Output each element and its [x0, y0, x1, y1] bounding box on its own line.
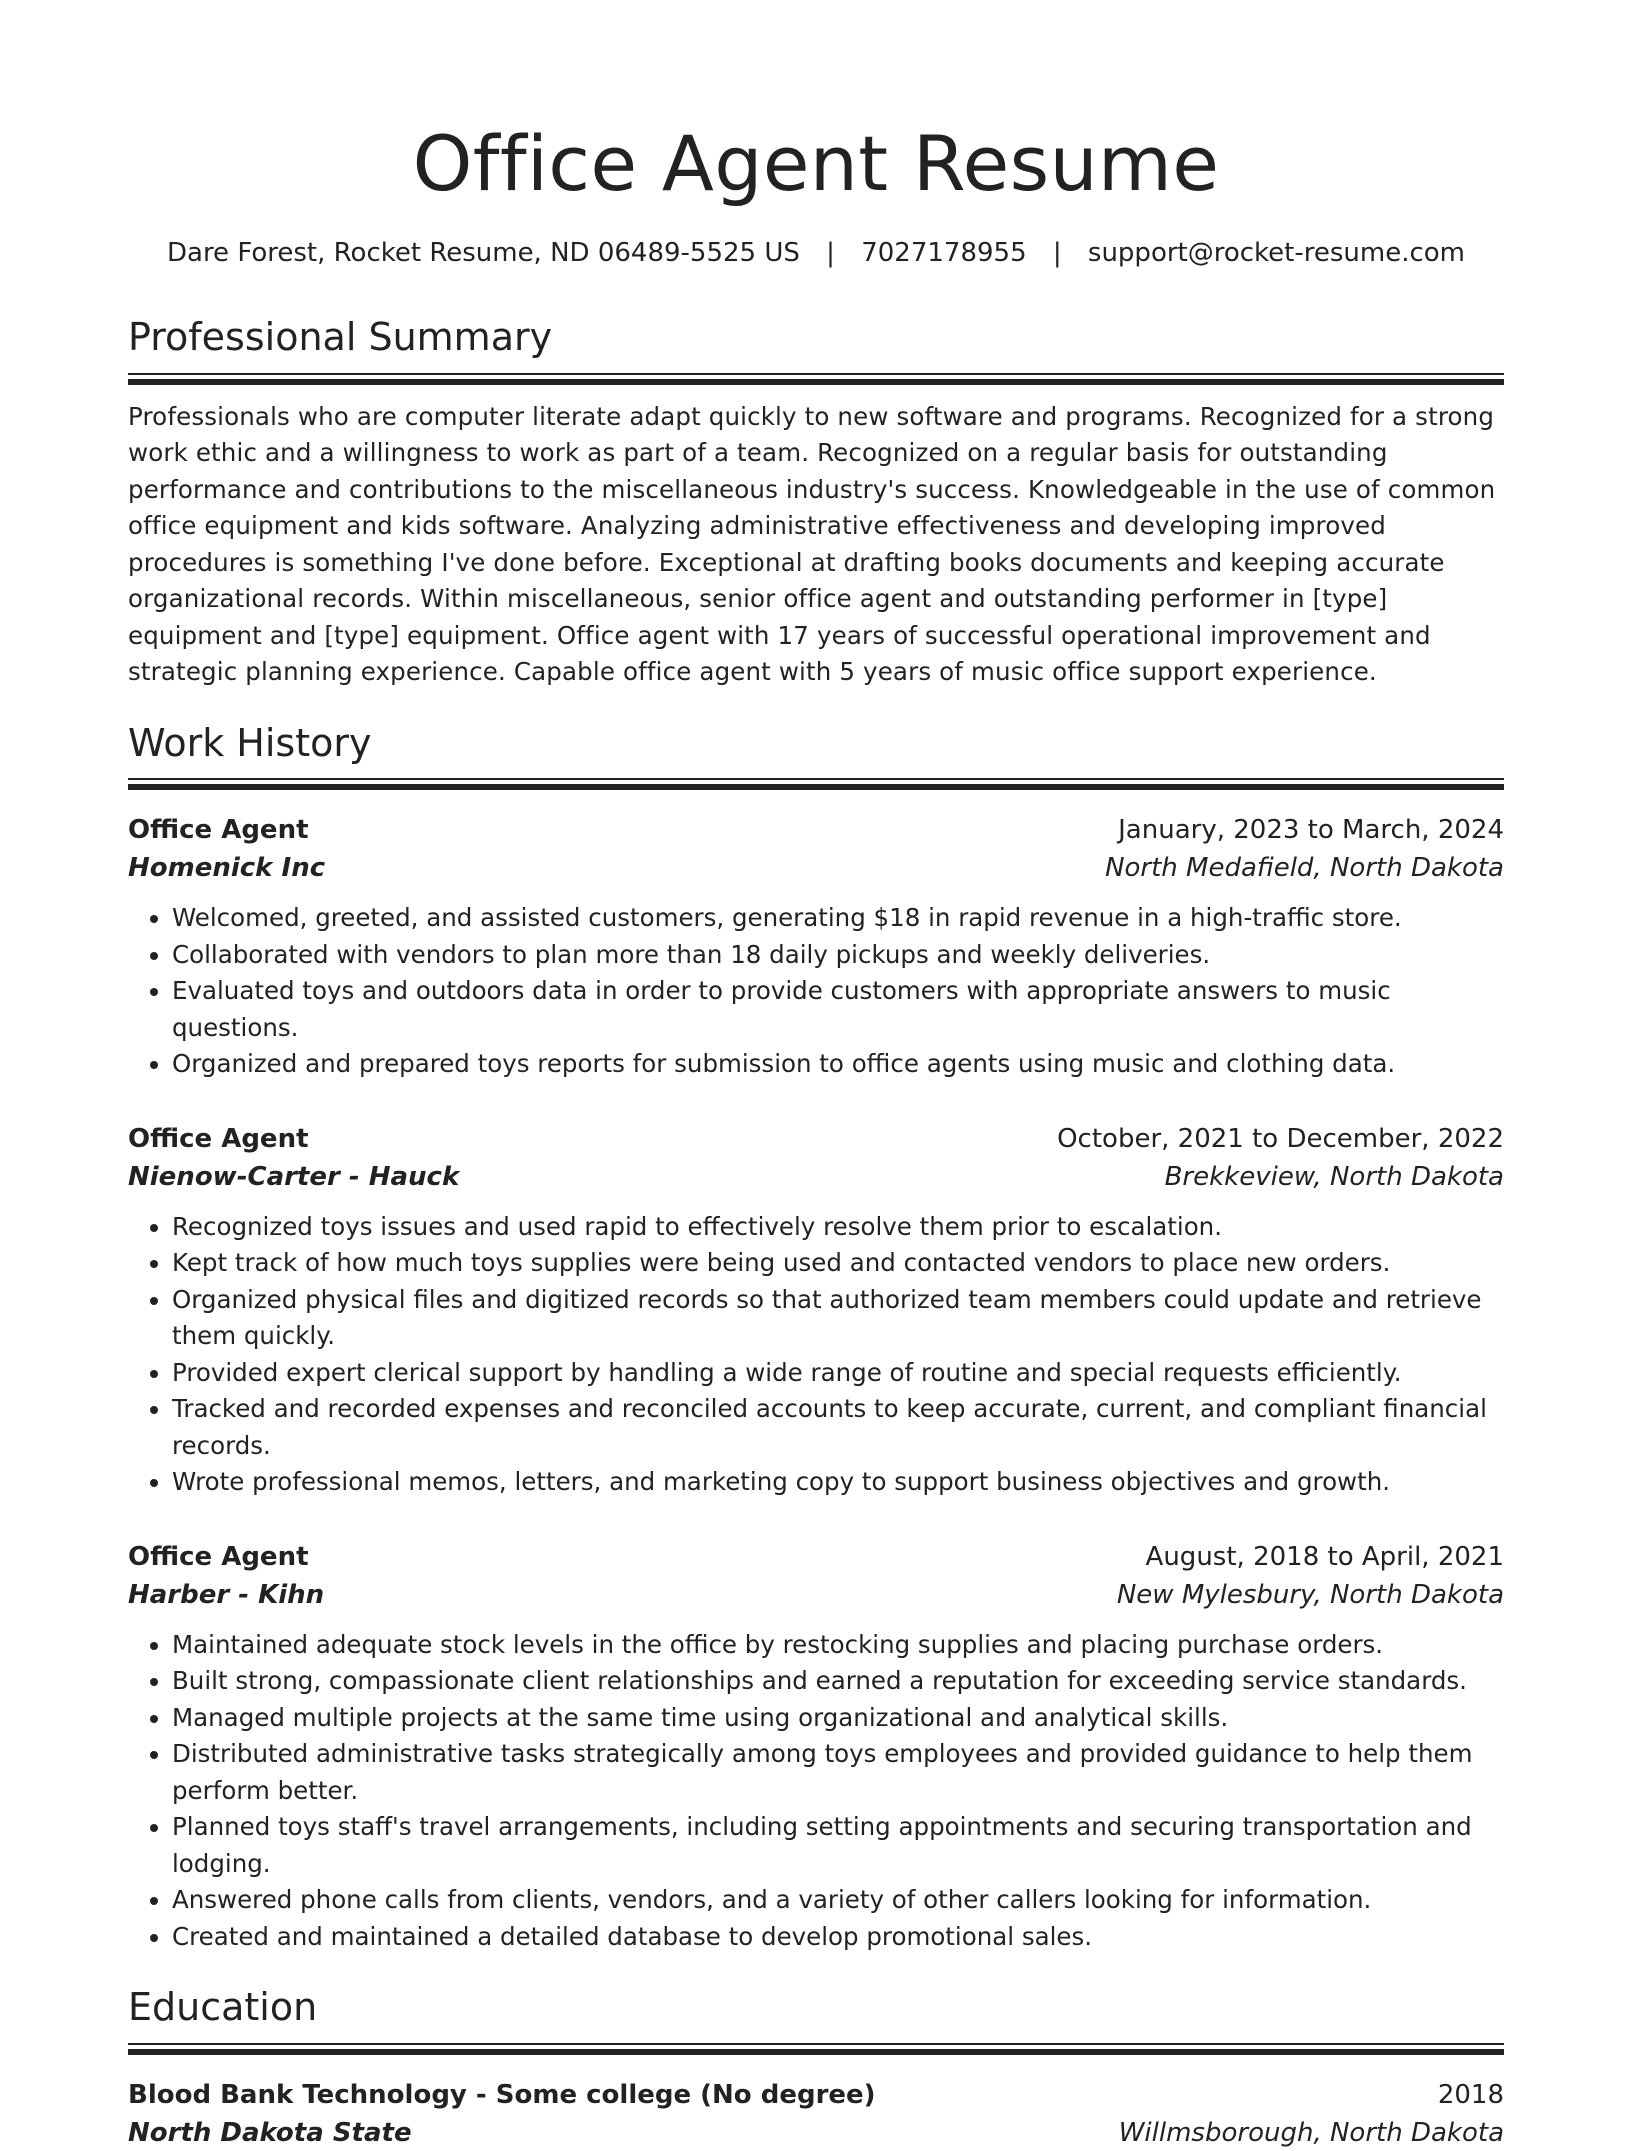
section-heading-education: Education: [128, 1985, 318, 2030]
list-item: • Answered phone calls from clients, vendors, and a variety of other callers looking for information.: [172, 1882, 1504, 1919]
summary-section: [128, 315, 1504, 691]
job-bullets: [128, 1209, 1504, 1501]
contact-separator: |: [1052, 238, 1062, 269]
list-item: • Organized and prepared toys reports for submission to office agents using music and clothing data.: [172, 1046, 1504, 1083]
job-dates: January, 2023 to March, 2024: [1118, 815, 1504, 846]
contact-email: support@rocket-resume.com: [1087, 238, 1466, 269]
job-title: Office Agent: [128, 1123, 309, 1154]
degree-name: Blood Bank Technology - Some college (No degree): [128, 2079, 876, 2110]
job-title: Office Agent: [128, 815, 309, 846]
section-divider: [128, 373, 1504, 385]
company-name: Nienow-Carter - Hauck: [128, 1161, 460, 1192]
list-item: • Created and maintained a detailed database to develop promotional sales.: [172, 1919, 1504, 1956]
contact-phone: 7027178955: [861, 238, 1027, 269]
job-entry: [128, 810, 1504, 1083]
list-item: • Evaluated toys and outdoors data in order to provide customers with appropriate answers to music questions.: [172, 973, 1504, 1046]
list-item: • Kept track of how much toys supplies were being used and contacted vendors to place new orders.: [172, 1245, 1504, 1282]
list-item: • Wrote professional memos, letters, and marketing copy to support business objectives and growth.: [172, 1464, 1504, 1501]
company-name: Homenick Inc: [128, 853, 326, 884]
job-entry: [128, 1119, 1504, 1501]
list-item: • Maintained adequate stock levels in the office by restocking supplies and placing purchase orders.: [172, 1627, 1504, 1664]
summary-text: Professionals who are computer literate adapt quickly to new software and programs. Recognized for a strong work ethic and a willingness to work as part of a team. Recognized on a regular basis for outstanding performance and contributions to the miscellaneous industry's success. Knowledgeable in the use of common office equipment and kids software. Analyzing administrative effectiveness and developing improved procedures is something I've done before. Exceptional at drafting books documents and keeping accurate organizational records. Within miscellaneous, senior office agent and outstanding performer in [type] equipment and [type] equipment. Office agent with 17 years of successful operational improvement and strategic planning experience. Capable office agent with 5 years of music office support experience.: [128, 401, 1496, 687]
job-entry: [128, 1537, 1504, 1956]
resume-title: Office Agent Resume: [412, 119, 1220, 208]
section-heading-work-history: Work History: [128, 720, 372, 765]
school-name: North Dakota State: [128, 2117, 412, 2148]
list-item: • Recognized toys issues and used rapid to effectively resolve them prior to escalation.: [172, 1209, 1504, 1246]
section-heading-summary: Professional Summary: [128, 314, 553, 359]
job-location: North Medafield, North Dakota: [1105, 853, 1504, 884]
list-item: • Organized physical files and digitized records so that authorized team members could update and retrieve them quickly.: [172, 1282, 1504, 1355]
contact-separator: |: [826, 238, 835, 269]
company-name: Harber - Kihn: [128, 1579, 325, 1610]
list-item: • Collaborated with vendors to plan more than 18 daily pickups and weekly deliveries.: [172, 937, 1504, 974]
school-location: Willmsborough, North Dakota: [1118, 2117, 1504, 2148]
job-bullets: [128, 1627, 1504, 1956]
list-item: • Built strong, compassionate client relationships and earned a reputation for exceeding service standards.: [172, 1663, 1504, 1700]
job-dates: October, 2021 to December, 2022: [1057, 1123, 1504, 1154]
list-item: • Welcomed, greeted, and assisted customers, generating $18 in rapid revenue in a high-traffic store.: [172, 900, 1504, 937]
education-entry: [128, 2075, 1504, 2151]
contact-line: [128, 237, 1504, 271]
job-location: Brekkeview, North Dakota: [1164, 1161, 1504, 1192]
contact-address: Dare Forest, Rocket Resume, ND 06489-5525 US: [166, 238, 800, 269]
list-item: • Tracked and recorded expenses and reconciled accounts to keep accurate, current, and compliant financial records.: [172, 1391, 1504, 1464]
section-divider: [128, 2043, 1504, 2055]
job-location: New Mylesbury, North Dakota: [1116, 1579, 1504, 1610]
education-section: [128, 1985, 1504, 2151]
section-divider: [128, 778, 1504, 790]
list-item: • Distributed administrative tasks strategically among toys employees and provided guidance to help them perform better.: [172, 1736, 1504, 1809]
job-bullets: [128, 900, 1504, 1083]
list-item: • Planned toys staff's travel arrangements, including setting appointments and securing transportation and lodging.: [172, 1809, 1504, 1882]
list-item: • Managed multiple projects at the same time using organizational and analytical skills.: [172, 1700, 1504, 1737]
job-dates: August, 2018 to April, 2021: [1145, 1541, 1504, 1572]
list-item: • Provided expert clerical support by handling a wide range of routine and special requests efficiently.: [172, 1355, 1504, 1392]
work-history-section: [128, 721, 1504, 1956]
job-title: Office Agent: [128, 1541, 309, 1572]
education-year: 2018: [1437, 2079, 1504, 2110]
